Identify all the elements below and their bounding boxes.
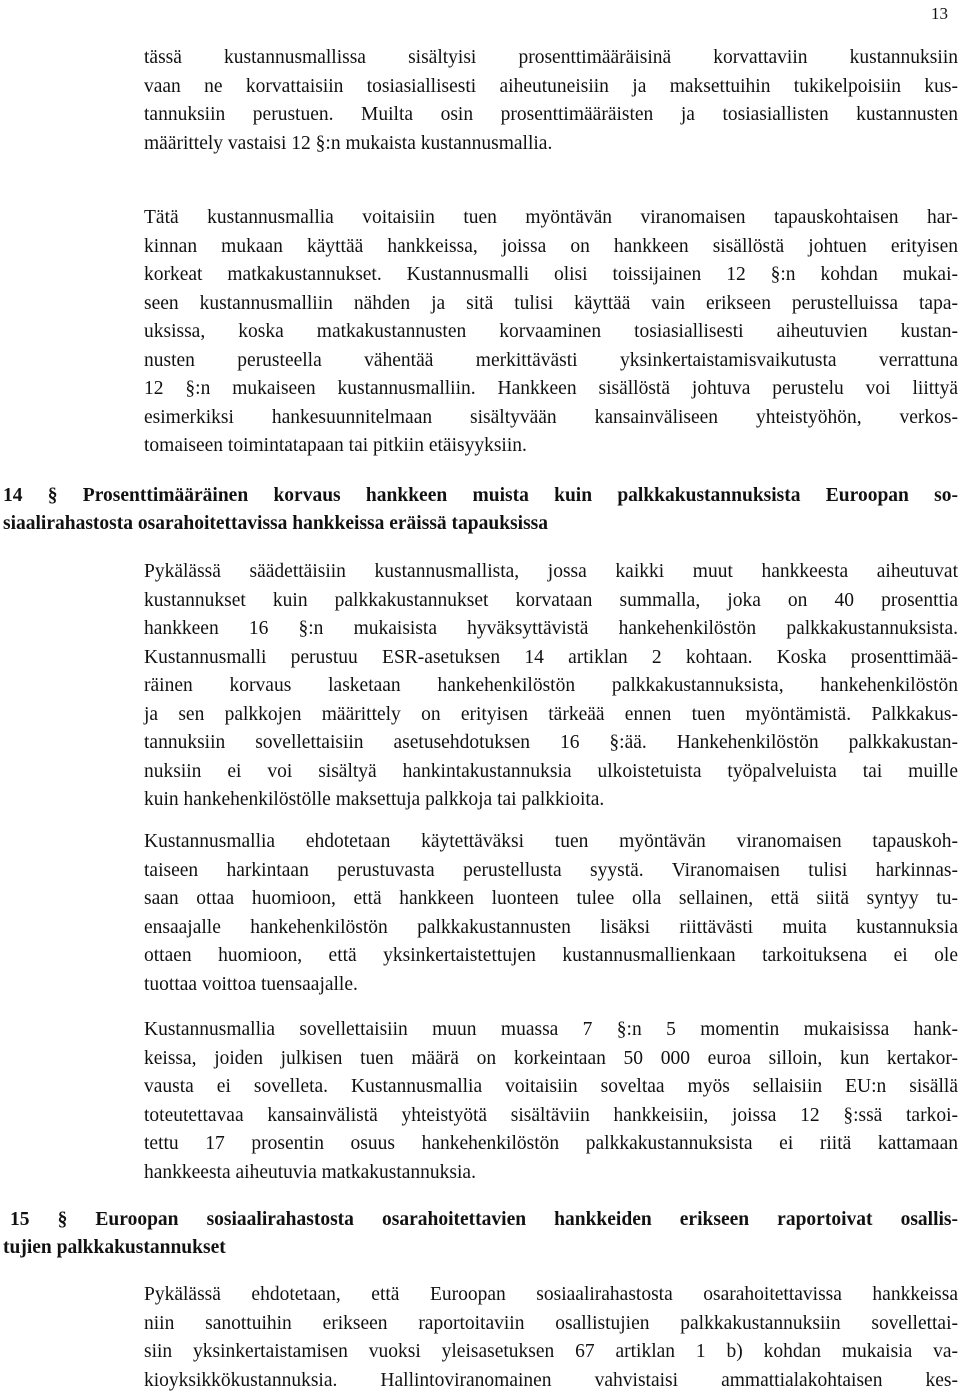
paragraph-discretion	[144, 828, 958, 999]
text-line: siin yksinkertaistamisen vuoksi yleisasetuksen 67 artiklan 1 b) kohdan mukaisia va-	[144, 1338, 958, 1367]
text-line: vausta ei sovelleta. Kustannusmallia voitaisiin soveltaa myös sellaisiin EU:n sisällä	[144, 1073, 958, 1102]
text-line: kinnan mukaan käyttää hankkeissa, joissa on hankkeen sisällöstä johtuen erityisen	[144, 233, 958, 262]
text-line: ja sen palkkojen määrittely on erityisen tärkeää ennen tuen myöntämistä. Palkkakus-	[144, 701, 958, 730]
text-line: korkeat matkakustannukset. Kustannusmalli olisi toissijainen 12 §:n kohdan mukai-	[144, 261, 958, 290]
text-line: taiseen harkintaan perustuvasta perustellusta syystä. Viranomaisen tulisi harkinnas-	[144, 857, 958, 886]
section-heading-15	[3, 1206, 958, 1261]
text-line: kustannukset kuin palkkakustannukset korvataan summalla, joka on 40 prosenttia	[144, 587, 958, 616]
heading-line: 14 § Prosenttimääräinen korvaus hankkeen muista kuin palkkakustannuksista Euroopan so-	[3, 482, 958, 510]
text-line: tannuksiin perustuen. Muilta osin prosenttimääräisten ja tosiasiallisten kustannusten	[144, 101, 958, 130]
text-line: tannuksiin sovellettaisiin asetusehdotuksen 16 §:ää. Hankehenkilöstön palkkakustan-	[144, 729, 958, 758]
text-line: tuottaa voittoa tuensaajalle.	[144, 971, 958, 1000]
text-line: niin sanottuihin erikseen raportoitaviin osallistujien palkkakustannuksiin sovellettai-	[144, 1310, 958, 1339]
section-heading-14	[3, 482, 958, 537]
text-line: Pykälässä säädettäisiin kustannusmallista, jossa kaikki muut hankkeesta aiheutuvat	[144, 558, 958, 587]
text-line: tomaiseen toimintatapaan tai pitkiin etäisyyksiin.	[144, 432, 958, 461]
text-line: Kustannusmalli perustuu ESR-asetuksen 14 artiklan 2 kohtaan. Koska prosenttimää-	[144, 644, 958, 673]
heading-line: siaalirahastosta osarahoitettavissa hankkeissa eräissä tapauksissa	[3, 510, 958, 538]
heading-line: tujien palkkakustannukset	[3, 1234, 958, 1262]
heading-line: 15 § Euroopan sosiaalirahastosta osarahoitettavien hankkeiden erikseen raportoivat osallis-	[3, 1206, 958, 1234]
text-line: kioyksikkökustannuksia. Hallintoviranomainen vahvistaisi ammattialakohtaisen kes-	[144, 1367, 958, 1395]
text-line: uksissa, koska matkakustannusten korvaaminen tosiasiallisesti aiheutuvien kustan-	[144, 318, 958, 347]
text-line: keissa, joiden julkisen tuen määrä on korkeintaan 50 000 euroa silloin, kun kertakor-	[144, 1045, 958, 1074]
text-line: seen kustannusmalliin nähden ja sitä tulisi käyttää vain erikseen perustelluissa tapa-	[144, 290, 958, 319]
text-line: 12 §:n mukaiseen kustannusmalliin. Hankkeen sisällöstä johtuva perustelu voi liittyä	[144, 375, 958, 404]
paragraph-travel-costs	[144, 204, 958, 461]
text-line: määrittely vastaisi 12 §:n mukaista kustannusmallia.	[144, 130, 958, 159]
text-line: ottaen huomioon, että yksinkertaistettujen kustannusmallienkaan tarkoituksena ei ole	[144, 942, 958, 971]
text-line: räinen korvaus lasketaan hankehenkilöstön palkkakustannuksista, hankehenkilöstön	[144, 672, 958, 701]
text-line: nuksiin ei voi sisältyä hankintakustannuksia ulkoistetuista työpalveluista tai muille	[144, 758, 958, 787]
text-line: Pykälässä ehdotetaan, että Euroopan sosiaalirahastosta osarahoitettavissa hankkeissa	[144, 1281, 958, 1310]
paragraph-section-14-body	[144, 558, 958, 815]
text-line: esimerkiksi hankesuunnitelmaan sisältyvään kansainväliseen yhteistyöhön, verkos-	[144, 404, 958, 433]
text-line: hankkeen 16 §:n mukaisista hyväksyttävistä hankehenkilöstön palkkakustannuksista.	[144, 615, 958, 644]
text-line: kuin hankehenkilöstölle maksettuja palkkoja tai palkkioita.	[144, 786, 958, 815]
text-line: tettu 17 prosentin osuus hankehenkilöstön palkkakustannuksista ei riitä kattamaan	[144, 1130, 958, 1159]
text-line: ensaajalle hankehenkilöstön palkkakustannusten lisäksi riittävästi muita kustannuksia	[144, 914, 958, 943]
text-line: toteutettavaa kansainvälistä yhteistyötä sisältäviin hankkeisiin, joissa 12 §:ssä tarkoi-	[144, 1102, 958, 1131]
text-line: saan ottaa huomioon, että hankkeen luonteen tulee olla sellainen, että siitä syntyy tu-	[144, 885, 958, 914]
page-number: 13	[931, 4, 948, 24]
paragraph-cost-model-intro	[144, 44, 958, 158]
text-line: Kustannusmallia sovellettaisiin muun muassa 7 §:n 5 momentin mukaisissa hank-	[144, 1016, 958, 1045]
text-line: vaan ne korvattaisiin tosiasiallisesti aiheutuneisiin ja maksettuihin tukikelpoisiin kus-	[144, 73, 958, 102]
text-line: tässä kustannusmallissa sisältyisi prosenttimääräisinä korvattaviin kustannuksiin	[144, 44, 958, 73]
text-line: Tätä kustannusmallia voitaisiin tuen myöntävän viranomaisen tapauskohtaisen har-	[144, 204, 958, 233]
paragraph-application	[144, 1016, 958, 1187]
text-line: nusten perusteella vähentää merkittävästi yksinkertaistamisvaikutusta verrattuna	[144, 347, 958, 376]
paragraph-section-15-body	[144, 1281, 958, 1395]
text-line: Kustannusmallia ehdotetaan käytettäväksi tuen myöntävän viranomaisen tapauskoh-	[144, 828, 958, 857]
text-line: hankkeesta aiheutuvia matkakustannuksia.	[144, 1159, 958, 1188]
